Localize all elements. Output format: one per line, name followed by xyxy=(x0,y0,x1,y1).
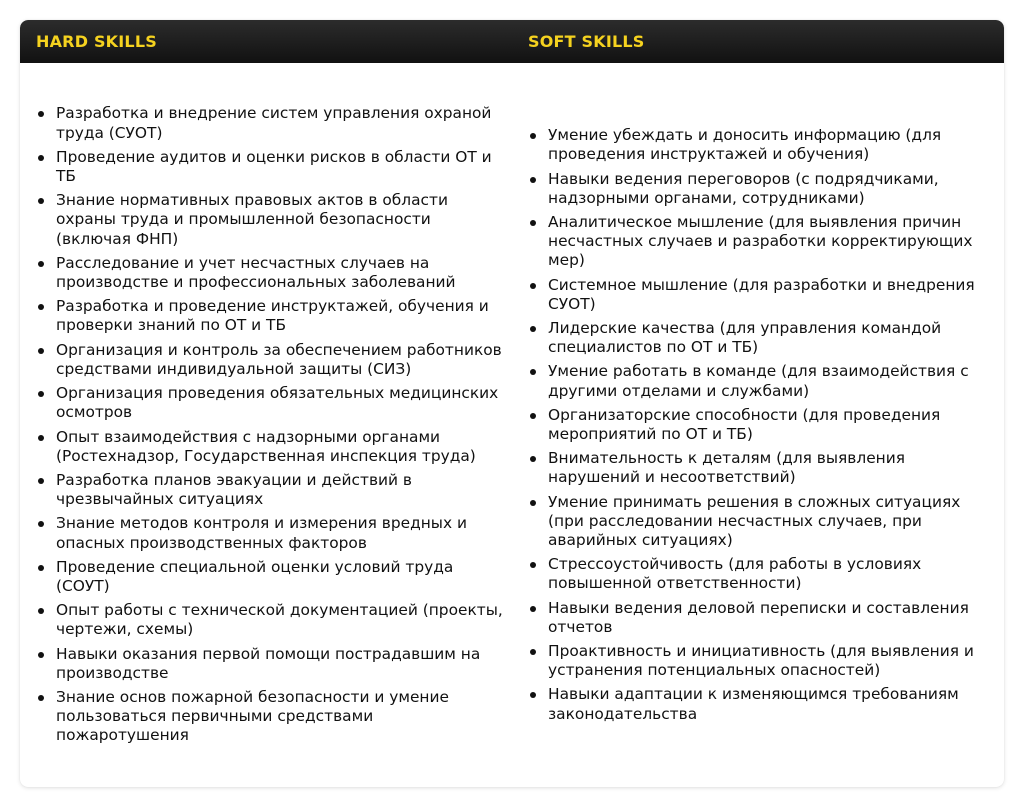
soft-skill-item: Навыки ведения деловой переписки и составления отчетов xyxy=(528,599,996,637)
soft-skill-item: Навыки адаптации к изменяющимся требованиям законодательства xyxy=(528,685,996,723)
hard-skills-title: HARD SKILLS xyxy=(36,32,157,51)
hard-skill-item: Опыт работы с технической документацией (проекты, чертежи, схемы) xyxy=(36,601,504,639)
soft-skills-list xyxy=(528,126,996,724)
soft-skill-item: Организаторские способности (для проведения мероприятий по ОТ и ТБ) xyxy=(528,406,996,444)
soft-skill-item: Системное мышление (для разработки и внедрения СУОТ) xyxy=(528,276,996,314)
soft-skill-item: Умение убеждать и доносить информацию (для проведения инструктажей и обучения) xyxy=(528,126,996,164)
hard-skill-item: Организация и контроль за обеспечением работников средствами индивидуальной защиты (СИЗ) xyxy=(36,341,504,379)
hard-skill-item: Знание нормативных правовых актов в области охраны труда и промышленной безопасности (включая ФНП) xyxy=(36,191,504,249)
soft-skill-item: Лидерские качества (для управления командой специалистов по ОТ и ТБ) xyxy=(528,319,996,357)
soft-skill-item: Умение работать в команде (для взаимодействия с другими отделами и службами) xyxy=(528,362,996,400)
table-header xyxy=(20,20,1004,63)
table-body xyxy=(20,63,1004,787)
soft-skill-item: Проактивность и инициативность (для выявления и устранения потенциальных опасностей) xyxy=(528,642,996,680)
soft-skills-title: SOFT SKILLS xyxy=(528,32,645,51)
hard-skill-item: Разработка планов эвакуации и действий в чрезвычайных ситуациях xyxy=(36,471,504,509)
hard-skill-item: Опыт взаимодействия с надзорными органами (Ростехнадзор, Государственная инспекция труда) xyxy=(36,428,504,466)
hard-skill-item: Расследование и учет несчастных случаев на производстве и профессиональных заболеваний xyxy=(36,254,504,292)
hard-skill-item: Организация проведения обязательных медицинских осмотров xyxy=(36,384,504,422)
hard-skill-item: Разработка и проведение инструктажей, обучения и проверки знаний по ОТ и ТБ xyxy=(36,297,504,335)
hard-skill-item: Проведение специальной оценки условий труда (СОУТ) xyxy=(36,558,504,596)
soft-skills-column xyxy=(512,126,1004,724)
hard-skill-item: Навыки оказания первой помощи пострадавшим на производстве xyxy=(36,645,504,683)
soft-skill-item: Навыки ведения переговоров (с подрядчиками, надзорными органами, сотрудниками) xyxy=(528,170,996,208)
hard-skill-item: Проведение аудитов и оценки рисков в области ОТ и ТБ xyxy=(36,148,504,186)
hard-skill-item: Знание методов контроля и измерения вредных и опасных производственных факторов xyxy=(36,514,504,552)
hard-skills-column xyxy=(20,104,512,745)
hard-skill-item: Знание основ пожарной безопасности и умение пользоваться первичными средствами пожаротушения xyxy=(36,688,504,746)
soft-skill-item: Аналитическое мышление (для выявления причин несчастных случаев и разработки корректирующих мер) xyxy=(528,213,996,271)
soft-skill-item: Стрессоустойчивость (для работы в условиях повышенной ответственности) xyxy=(528,555,996,593)
soft-skill-item: Внимательность к деталям (для выявления нарушений и несоответствий) xyxy=(528,449,996,487)
hard-skills-list xyxy=(36,104,504,745)
hard-skill-item: Разработка и внедрение систем управления охраной труда (СУОТ) xyxy=(36,104,504,142)
soft-skill-item: Умение принимать решения в сложных ситуациях (при расследовании несчастных случаев, при аварийных ситуациях) xyxy=(528,493,996,551)
skills-card xyxy=(20,20,1004,787)
